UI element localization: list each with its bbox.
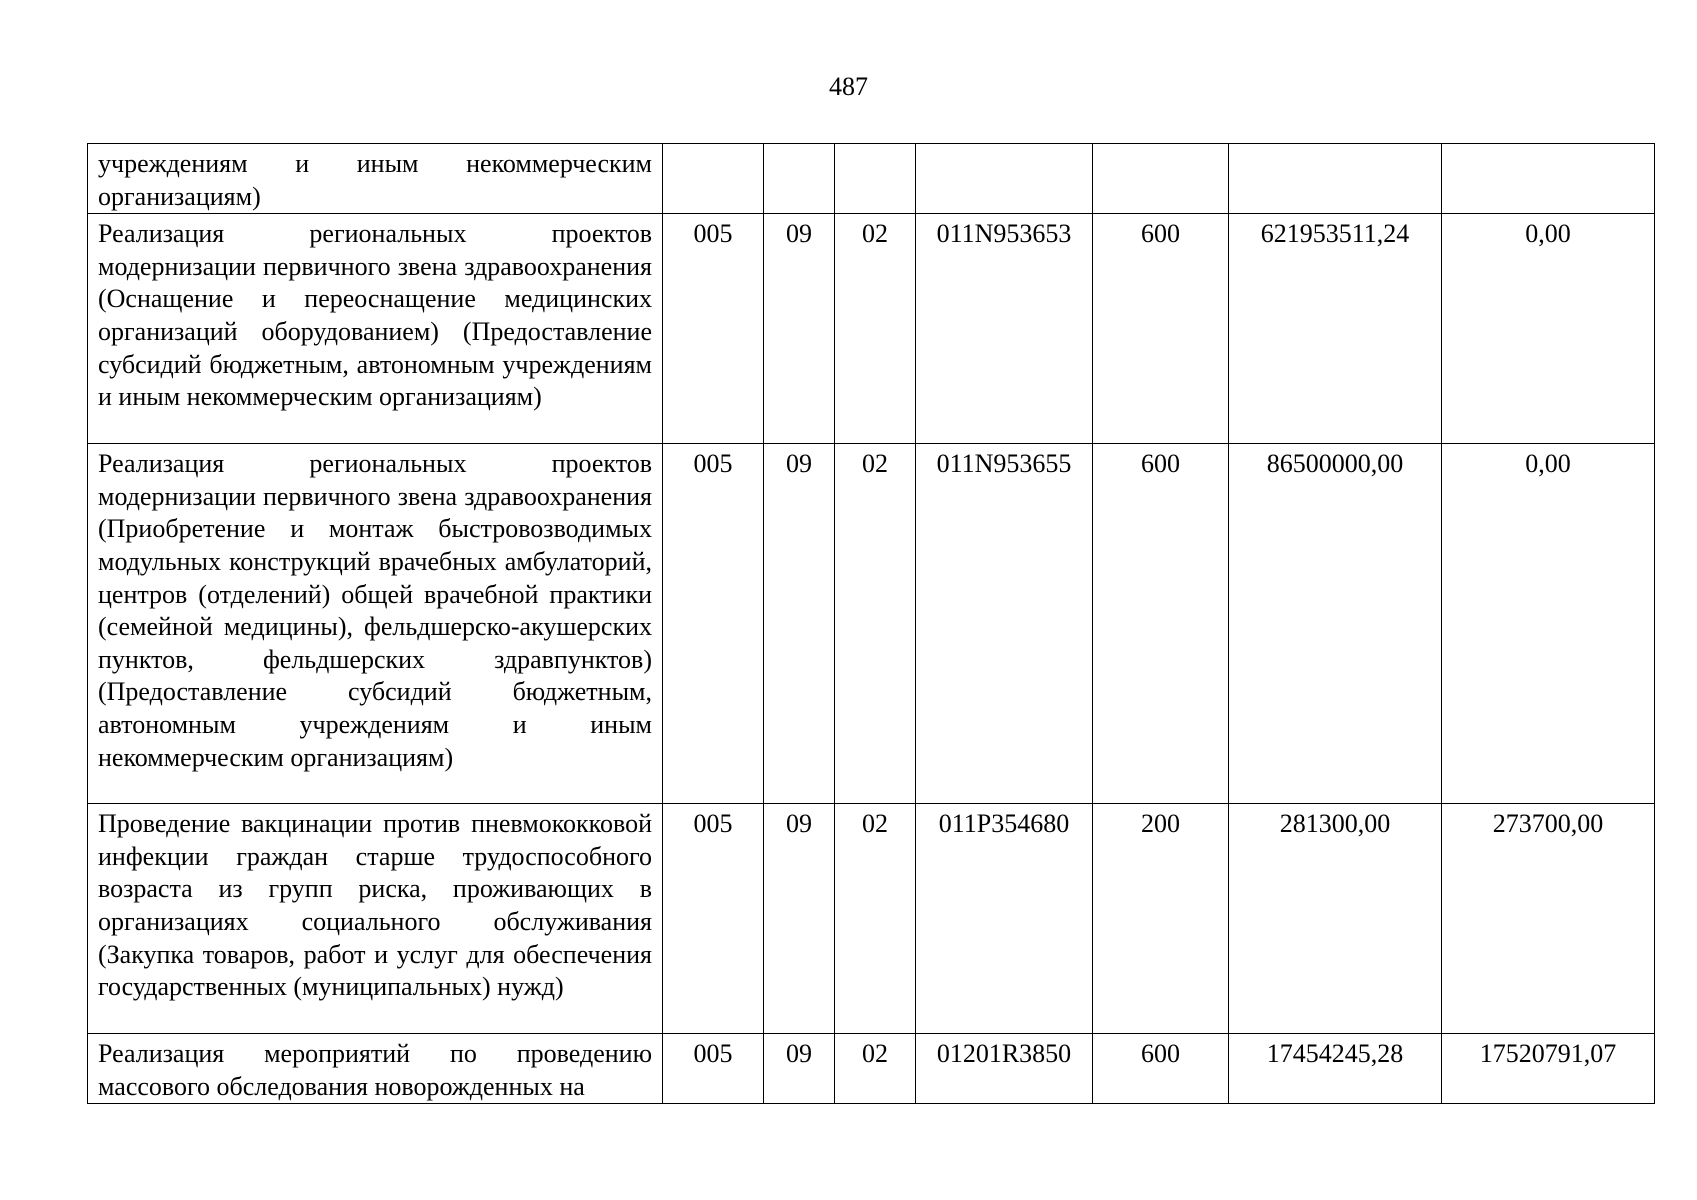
amount-year-2: 0,00 [1442, 444, 1655, 804]
section-code: 09 [764, 214, 835, 444]
expense-type-code [1093, 144, 1229, 214]
expense-type-code: 600 [1093, 214, 1229, 444]
subsection-code: 02 [835, 444, 916, 804]
section-code: 09 [764, 804, 835, 1034]
amount-year-2: 273700,00 [1442, 804, 1655, 1034]
ministry-code: 005 [663, 804, 764, 1034]
section-code [764, 144, 835, 214]
amount-year-1: 17454245,28 [1229, 1034, 1442, 1104]
ministry-code: 005 [663, 214, 764, 444]
amount-year-1: 86500000,00 [1229, 444, 1442, 804]
target-article-code: 011N953655 [916, 444, 1093, 804]
ministry-code [663, 144, 764, 214]
table-row [88, 444, 1655, 804]
expense-type-code: 600 [1093, 444, 1229, 804]
ministry-code: 005 [663, 444, 764, 804]
row-description: учреждениям и иным некоммерческим организациям) [88, 144, 663, 214]
table-row [88, 214, 1655, 444]
amount-year-1 [1229, 144, 1442, 214]
row-description: Реализация мероприятий по проведению массового обследования новорожденных на [88, 1034, 663, 1104]
target-article-code [916, 144, 1093, 214]
row-description: Реализация региональных проектов модернизации первичного звена здравоохранения (Приобретение и монтаж быстровозводимых модульных конструкций врачебных амбулаторий, центров (отделений) общей врачебной практики (семейной медицины), фельдшерско-акушерских пунктов, фельдшерских здравпунктов) (Предоставление субсидий бюджетным, автономным учреждениям и иным некоммерческим организациям) [88, 444, 663, 804]
expense-type-code: 200 [1093, 804, 1229, 1034]
amount-year-1: 621953511,24 [1229, 214, 1442, 444]
table-row [88, 804, 1655, 1034]
table-row [88, 1034, 1655, 1104]
table-row [88, 144, 1655, 214]
expense-type-code: 600 [1093, 1034, 1229, 1104]
row-description: Проведение вакцинации против пневмококковой инфекции граждан старше трудоспособного возраста из групп риска, проживающих в организациях социального обслуживания (Закупка товаров, работ и услуг для обеспечения государственных (муниципальных) нужд) [88, 804, 663, 1034]
row-description: Реализация региональных проектов модернизации первичного звена здравоохранения (Оснащение и переоснащение медицинских организаций оборудованием) (Предоставление субсидий бюджетным, автономным учреждениям и иным некоммерческим организациям) [88, 214, 663, 444]
amount-year-2: 0,00 [1442, 214, 1655, 444]
section-code: 09 [764, 444, 835, 804]
ministry-code: 005 [663, 1034, 764, 1104]
budget-table [87, 143, 1655, 1104]
section-code: 09 [764, 1034, 835, 1104]
subsection-code [835, 144, 916, 214]
target-article-code: 011P354680 [916, 804, 1093, 1034]
target-article-code: 011N953653 [916, 214, 1093, 444]
subsection-code: 02 [835, 1034, 916, 1104]
amount-year-2: 17520791,07 [1442, 1034, 1655, 1104]
subsection-code: 02 [835, 804, 916, 1034]
target-article-code: 01201R3850 [916, 1034, 1093, 1104]
amount-year-1: 281300,00 [1229, 804, 1442, 1034]
subsection-code: 02 [835, 214, 916, 444]
amount-year-2 [1442, 144, 1655, 214]
page-number: 487 [829, 72, 868, 101]
